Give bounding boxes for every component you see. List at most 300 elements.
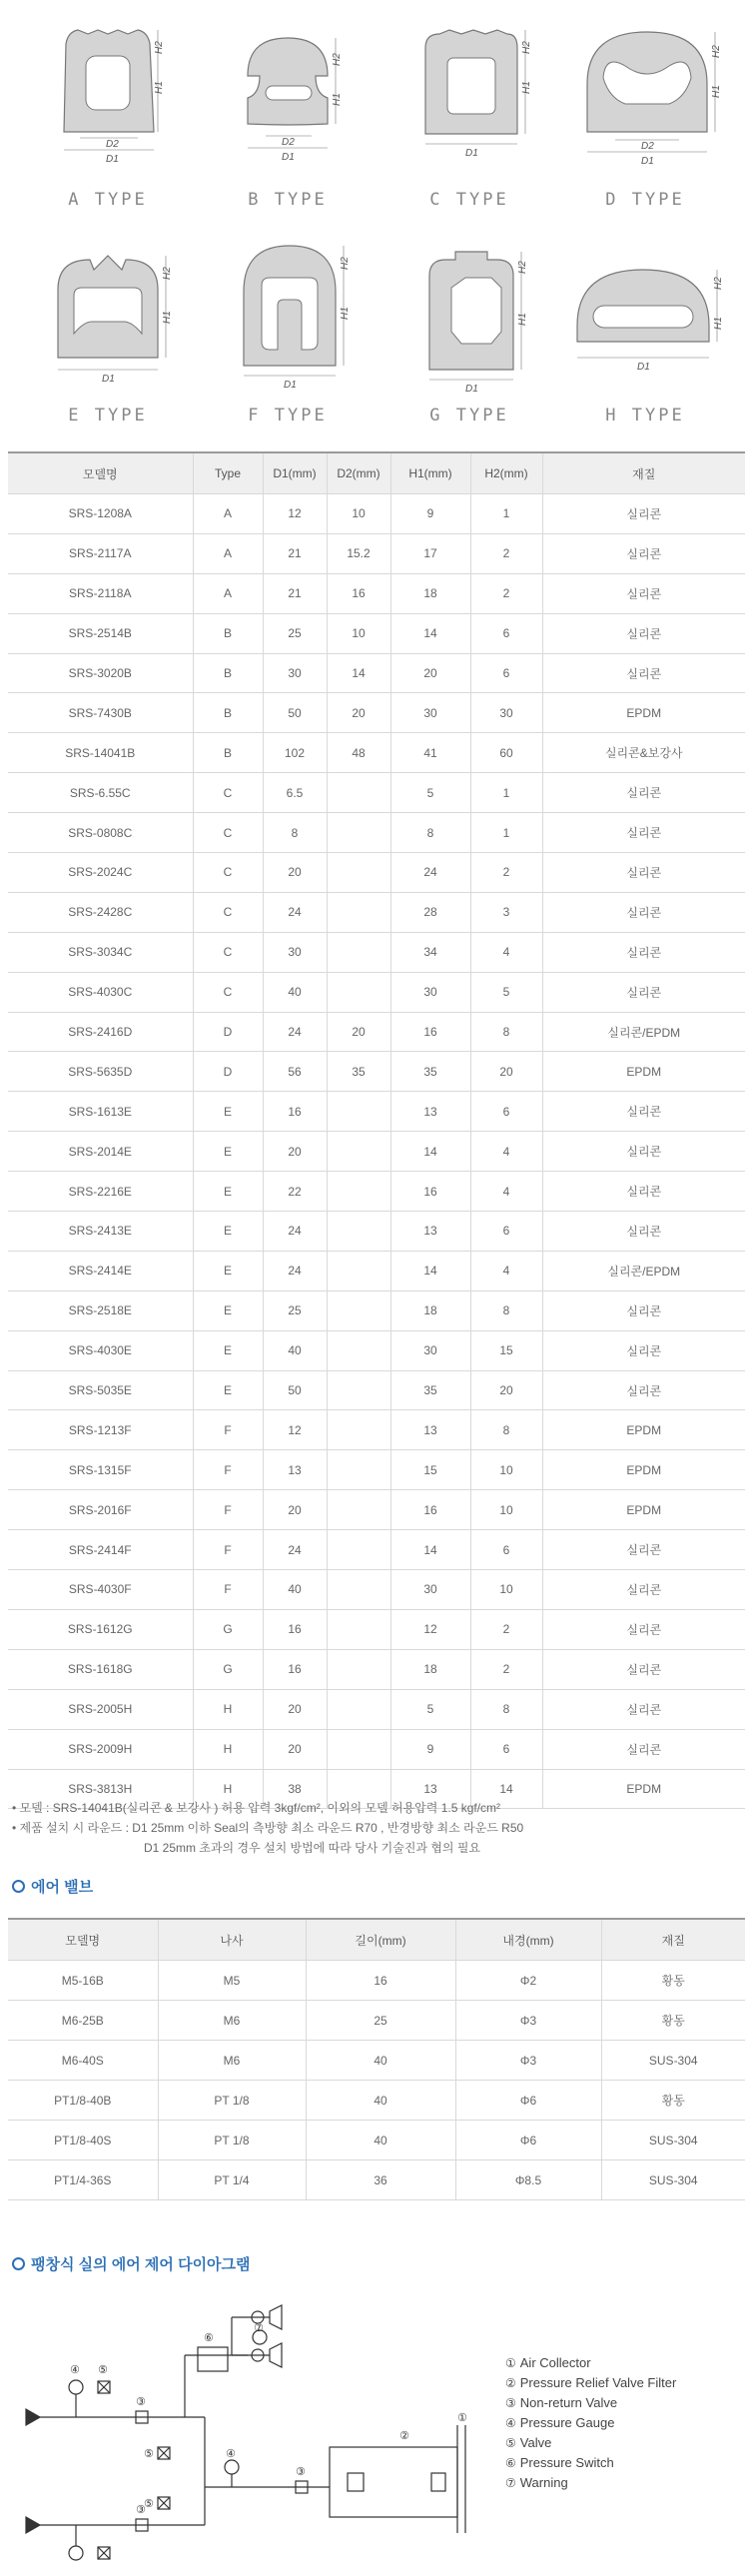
callout-5b: ⑤ (144, 2447, 154, 2460)
table-row (8, 1609, 745, 1649)
table-cell: 21 (263, 573, 327, 613)
table-cell: 18 (390, 573, 470, 613)
table-cell: 35 (327, 1052, 390, 1092)
seal-type-drawings (0, 0, 752, 449)
table-cell: 24 (263, 1012, 327, 1052)
type-b-drawing (208, 14, 387, 234)
type-label: B TYPE (248, 190, 328, 210)
table-cell: EPDM (542, 1450, 745, 1490)
dim-h1-label: H1 (162, 311, 173, 324)
table-row (8, 1251, 745, 1290)
table-cell: 실리콘 (542, 1729, 745, 1769)
callout-4: ④ (70, 2363, 80, 2376)
table-row (8, 1330, 745, 1370)
table-row (8, 1689, 745, 1729)
table-cell: SRS-4030C (8, 972, 193, 1012)
dim-h1-label: H1 (340, 307, 351, 320)
type-b-profile (208, 14, 387, 189)
table-cell: SRS-2428C (8, 892, 193, 932)
table-cell: C (193, 892, 263, 932)
table-cell: G (193, 1649, 263, 1689)
table-cell: 2 (470, 1609, 542, 1649)
table-cell (327, 1490, 390, 1530)
table-cell: 실리콘 (542, 1092, 745, 1132)
table-cell: 실리콘 (542, 1290, 745, 1330)
table-cell: C (193, 853, 263, 893)
type-g-drawing (389, 230, 569, 449)
table-row (8, 1132, 745, 1172)
table-cell: SUS-304 (601, 2041, 745, 2081)
table-cell: 30 (390, 1330, 470, 1370)
table-cell: 16 (263, 1092, 327, 1132)
seal-spec-table-body (8, 494, 745, 1809)
column-header: D1(mm) (263, 452, 327, 494)
table-cell: D (193, 1052, 263, 1092)
table-cell: 14 (390, 1530, 470, 1570)
table-cell: Φ3 (455, 2001, 601, 2041)
table-row (8, 1012, 745, 1052)
table-cell: 2 (470, 1649, 542, 1689)
dim-h1-label: H1 (517, 313, 528, 326)
air-valve-section-title (12, 1876, 93, 1897)
table-row (8, 1290, 745, 1330)
table-row (8, 1410, 745, 1450)
type-f-profile (208, 230, 387, 405)
table-cell: 30 (263, 653, 327, 693)
table-cell: 25 (263, 1290, 327, 1330)
table-cell: 6.5 (263, 773, 327, 813)
table-cell: 20 (327, 693, 390, 733)
table-cell: 30 (470, 693, 542, 733)
dim-h1-label: H1 (713, 317, 724, 330)
table-cell: SRS-2416D (8, 1012, 193, 1052)
table-cell: 12 (263, 494, 327, 534)
table-cell: SRS-1613E (8, 1092, 193, 1132)
bullet-ring-icon (12, 2257, 25, 2270)
column-header: D2(mm) (327, 452, 390, 494)
table-cell: 14 (390, 1132, 470, 1172)
table-row (8, 613, 745, 653)
column-header: H2(mm) (470, 452, 542, 494)
table-cell: 5 (390, 773, 470, 813)
table-row (8, 1570, 745, 1610)
type-c-profile (389, 14, 569, 189)
type-f-drawing (208, 230, 387, 449)
table-cell: A (193, 494, 263, 534)
type-c-drawing (389, 14, 569, 234)
diagram-section-title (12, 2253, 251, 2274)
table-row (8, 1530, 745, 1570)
table-cell: 6 (470, 1729, 542, 1769)
table-cell: 60 (470, 733, 542, 773)
table-cell: 실리콘/EPDM (542, 1012, 745, 1052)
table-cell: C (193, 972, 263, 1012)
table-cell: 실리콘 (542, 613, 745, 653)
table-cell: 25 (306, 2001, 455, 2041)
dim-h2-label: H2 (713, 277, 724, 290)
table-cell: 실리콘 (542, 533, 745, 573)
callout-3: ③ (136, 2395, 146, 2408)
type-e-drawing (28, 230, 208, 449)
dim-h2-label: H2 (521, 41, 532, 54)
table-cell: SRS-2216E (8, 1172, 193, 1212)
table-cell: PT 1/8 (158, 2081, 306, 2121)
table-cell: 13 (390, 1410, 470, 1450)
table-cell: 실리콘 (542, 1530, 745, 1570)
table-cell: 실리콘 (542, 972, 745, 1012)
table-cell: 9 (390, 1729, 470, 1769)
callout-3c: ③ (136, 2503, 146, 2516)
air-valve-table-body (8, 1961, 745, 2200)
table-cell: 10 (327, 613, 390, 653)
table-cell: E (193, 1251, 263, 1290)
table-cell: SRS-1208A (8, 494, 193, 534)
table-cell (327, 1290, 390, 1330)
column-header: 길이(mm) (306, 1919, 455, 1961)
table-cell: A (193, 533, 263, 573)
table-cell: SRS-2518E (8, 1290, 193, 1330)
table-cell: 9 (390, 494, 470, 534)
table-cell: E (193, 1330, 263, 1370)
table-cell (327, 1729, 390, 1769)
column-header: 내경(mm) (455, 1919, 601, 1961)
table-cell: 21 (263, 533, 327, 573)
table-cell: Φ3 (455, 2041, 601, 2081)
table-cell: 28 (390, 892, 470, 932)
table-row (8, 573, 745, 613)
table-cell: H (193, 1689, 263, 1729)
table-row (8, 2001, 745, 2041)
table-row (8, 1729, 745, 1769)
table-cell: 실리콘 (542, 932, 745, 972)
table-cell: 20 (263, 853, 327, 893)
table-cell: SRS-3813H (8, 1769, 193, 1809)
type-e-profile (28, 230, 208, 405)
type-label: E TYPE (68, 406, 148, 426)
dim-h1-label: H1 (332, 93, 343, 106)
dim-d1-label: D1 (465, 384, 478, 395)
table-cell: M6 (158, 2001, 306, 2041)
table-cell: 3 (470, 892, 542, 932)
table-cell (327, 1172, 390, 1212)
table-cell: 실리콘 (542, 1689, 745, 1729)
table-cell: SRS-2414E (8, 1251, 193, 1290)
table-row (8, 1961, 745, 2001)
table-cell: SRS-2024C (8, 853, 193, 893)
table-cell: H (193, 1769, 263, 1809)
table-row (8, 494, 745, 534)
diagram-title: 팽창식 실의 에어 제어 다이아그램 (31, 2256, 251, 2273)
table-cell (327, 1410, 390, 1450)
table-cell: 24 (263, 892, 327, 932)
type-d-drawing (565, 14, 745, 234)
legend-item: ① Air Collector (505, 2355, 591, 2370)
table-cell: 20 (390, 653, 470, 693)
callout-2: ② (399, 2429, 409, 2442)
type-label: F TYPE (248, 406, 328, 426)
table-row (8, 972, 745, 1012)
table-cell: 40 (263, 1330, 327, 1370)
table-cell: E (193, 1212, 263, 1252)
table-cell: SRS-3034C (8, 932, 193, 972)
table-cell: 50 (263, 693, 327, 733)
diagram-legend (505, 2353, 676, 2493)
table-cell: 실리콘 (542, 1330, 745, 1370)
table-row (8, 1172, 745, 1212)
table-cell: 실리콘 (542, 1609, 745, 1649)
table-cell: 34 (390, 932, 470, 972)
table-cell: 실리콘 (542, 773, 745, 813)
table-cell: SRS-2118A (8, 573, 193, 613)
dim-d1-label: D1 (465, 148, 478, 159)
table-cell: B (193, 613, 263, 653)
table-cell: 실리콘 (542, 1370, 745, 1410)
table-cell: 실리콘 (542, 892, 745, 932)
table-cell: 실리콘 (542, 1132, 745, 1172)
type-label: A TYPE (68, 190, 148, 210)
table-cell (327, 1092, 390, 1132)
seal-spec-table (8, 451, 745, 1809)
type-d-profile (565, 14, 745, 189)
air-valve-table (8, 1918, 745, 2200)
table-cell: M5-16B (8, 1961, 158, 2001)
table-cell: 24 (263, 1212, 327, 1252)
table-cell: SRS-6.55C (8, 773, 193, 813)
table-cell: SRS-4030F (8, 1570, 193, 1610)
dim-d1-label: D1 (641, 156, 654, 167)
column-header: H1(mm) (390, 452, 470, 494)
table-cell: EPDM (542, 1410, 745, 1450)
callout-5c: ⑤ (144, 2497, 154, 2510)
table-cell: E (193, 1370, 263, 1410)
table-cell: 4 (470, 1172, 542, 1212)
table-cell: 36 (306, 2160, 455, 2200)
table-cell: EPDM (542, 1052, 745, 1092)
table-cell (327, 1370, 390, 1410)
table-cell (327, 1609, 390, 1649)
table-row (8, 2081, 745, 2121)
table-header-row (8, 452, 745, 494)
table-cell: 8 (470, 1689, 542, 1729)
callout-7: ⑦ (254, 2321, 264, 2334)
table-cell: EPDM (542, 693, 745, 733)
table-row (8, 1212, 745, 1252)
table-cell: 20 (327, 1012, 390, 1052)
callout-3b: ③ (296, 2465, 306, 2478)
table-cell: E (193, 1132, 263, 1172)
table-cell: SRS-1618G (8, 1649, 193, 1689)
table-cell: Φ6 (455, 2121, 601, 2160)
table-cell: 16 (390, 1490, 470, 1530)
table-cell: M6-25B (8, 2001, 158, 2041)
table-cell: 14 (470, 1769, 542, 1809)
table-cell: C (193, 932, 263, 972)
table-cell: SRS-2009H (8, 1729, 193, 1769)
table-cell (327, 1649, 390, 1689)
column-header: 모델명 (8, 1919, 158, 1961)
table-cell: 20 (470, 1052, 542, 1092)
table-cell: 실리콘/EPDM (542, 1251, 745, 1290)
table-cell: 4 (470, 1132, 542, 1172)
callout-4b: ④ (226, 2447, 236, 2460)
type-label: G TYPE (429, 406, 509, 426)
table-cell: 24 (263, 1530, 327, 1570)
table-cell: Φ6 (455, 2081, 601, 2121)
table-cell: SRS-2414F (8, 1530, 193, 1570)
column-header: 재질 (601, 1919, 745, 1961)
table-cell: 12 (390, 1609, 470, 1649)
table-row (8, 733, 745, 773)
dim-d1-label: D1 (284, 380, 297, 391)
table-cell: E (193, 1092, 263, 1132)
table-cell: 102 (263, 733, 327, 773)
table-cell: 6 (470, 1212, 542, 1252)
table-cell: SRS-2413E (8, 1212, 193, 1252)
table-cell: 실리콘 (542, 494, 745, 534)
table-cell: 24 (263, 1251, 327, 1290)
table-cell: SUS-304 (601, 2160, 745, 2200)
table-cell: 41 (390, 733, 470, 773)
type-a-profile (28, 14, 208, 189)
table-cell: SRS-2117A (8, 533, 193, 573)
table-cell: 8 (390, 813, 470, 853)
table-cell: 2 (470, 533, 542, 573)
table-cell: SRS-5635D (8, 1052, 193, 1092)
column-header: Type (193, 452, 263, 494)
table-cell: 2 (470, 573, 542, 613)
table-cell: F (193, 1530, 263, 1570)
table-cell: SRS-4030E (8, 1330, 193, 1370)
table-cell: M5 (158, 1961, 306, 2001)
table-cell: 14 (390, 1251, 470, 1290)
note-install-round: • 제품 설치 시 라운드 : D1 25mm 이하 Seal의 측방향 최소 라운드 R70 , 반경방향 최소 라운드 R50 (12, 1821, 524, 1835)
table-cell: 16 (263, 1609, 327, 1649)
table-cell: PT1/8-40B (8, 2081, 158, 2121)
table-cell: 6 (470, 653, 542, 693)
table-row (8, 1490, 745, 1530)
dim-h-d1-label: D1 (637, 362, 650, 373)
table-row (8, 1052, 745, 1092)
dim-h2-label: H2 (711, 45, 722, 58)
table-cell: 16 (327, 573, 390, 613)
table-cell: 24 (390, 853, 470, 893)
table-cell: SRS-1213F (8, 1410, 193, 1450)
table-cell: 4 (470, 1251, 542, 1290)
table-cell: SUS-304 (601, 2121, 745, 2160)
table-cell: PT1/4-36S (8, 2160, 158, 2200)
type-a-drawing (28, 14, 208, 234)
table-cell: B (193, 693, 263, 733)
table-cell: F (193, 1450, 263, 1490)
table-cell: 30 (390, 972, 470, 1012)
table-cell: 40 (263, 972, 327, 1012)
table-cell: 14 (390, 613, 470, 653)
note-install-consult: D1 25mm 초과의 경우 설치 방법에 따라 당사 기술진과 협의 필요 (144, 1841, 481, 1855)
table-cell: 10 (470, 1490, 542, 1530)
table-cell: 6 (470, 1092, 542, 1132)
table-cell: 16 (390, 1012, 470, 1052)
table-cell: 30 (390, 1570, 470, 1610)
table-cell: E (193, 1172, 263, 1212)
table-cell: 56 (263, 1052, 327, 1092)
table-cell: 20 (263, 1490, 327, 1530)
table-cell (327, 1570, 390, 1610)
table-row (8, 1370, 745, 1410)
table-cell: SRS-1612G (8, 1609, 193, 1649)
table-cell: F (193, 1490, 263, 1530)
table-row (8, 2041, 745, 2081)
table-row (8, 1649, 745, 1689)
table-cell: EPDM (542, 1769, 745, 1809)
table-cell: 실리콘 (542, 813, 745, 853)
table-row (8, 2160, 745, 2200)
table-cell: 16 (390, 1172, 470, 1212)
table-cell: 황동 (601, 2081, 745, 2121)
table-cell: 13 (390, 1769, 470, 1809)
table-cell: 35 (390, 1052, 470, 1092)
callout-6: ⑥ (204, 2331, 214, 2344)
table-cell (327, 853, 390, 893)
legend-item: ⑥ Pressure Switch (505, 2455, 614, 2470)
legend-item: ② Pressure Relief Valve Filter (505, 2375, 677, 2390)
table-row (8, 2121, 745, 2160)
dim-h1-label: H1 (711, 85, 722, 98)
legend-item: ④ Pressure Gauge (505, 2415, 615, 2430)
table-cell: 황동 (601, 2001, 745, 2041)
table-cell: PT 1/8 (158, 2121, 306, 2160)
table-cell: PT1/8-40S (8, 2121, 158, 2160)
table-row (8, 693, 745, 733)
table-cell: 1 (470, 773, 542, 813)
table-cell: 20 (263, 1689, 327, 1729)
table-cell: PT 1/4 (158, 2160, 306, 2200)
dim-d1-label: D1 (102, 374, 115, 385)
table-cell: 실리콘 (542, 1212, 745, 1252)
table-cell: 20 (263, 1132, 327, 1172)
table-cell: SRS-7430B (8, 693, 193, 733)
bullet-ring-icon (12, 1880, 25, 1893)
table-cell (327, 1530, 390, 1570)
dim-d1-label: D1 (282, 152, 295, 163)
table-cell: 13 (390, 1092, 470, 1132)
column-header: 나사 (158, 1919, 306, 1961)
table-cell: 35 (390, 1370, 470, 1410)
type-label: C TYPE (429, 190, 509, 210)
table-cell: 16 (306, 1961, 455, 2001)
table-cell: M6-40S (8, 2041, 158, 2081)
table-cell: 13 (263, 1450, 327, 1490)
table-cell: 40 (306, 2041, 455, 2081)
table-cell: 실리콘 (542, 1172, 745, 1212)
table-cell: 48 (327, 733, 390, 773)
type-label: D TYPE (605, 190, 685, 210)
table-row (8, 813, 745, 853)
table-row (8, 892, 745, 932)
note-pressure: • 모델 : SRS-14041B(실리콘 & 보강사 ) 허용 압력 3kgf/cm², 이외의 모델 허용압력 1.5 kgf/cm² (12, 1801, 501, 1815)
table-cell: 10 (470, 1570, 542, 1610)
table-cell: A (193, 573, 263, 613)
type-label: H TYPE (605, 406, 685, 426)
table-cell: SRS-1315F (8, 1450, 193, 1490)
dim-h1-label: H1 (521, 81, 532, 94)
table-cell (327, 813, 390, 853)
table-cell: 4 (470, 932, 542, 972)
dim-d2-label: D2 (641, 141, 654, 152)
table-cell (327, 1689, 390, 1729)
legend-item: ③ Non-return Valve (505, 2395, 618, 2410)
table-cell: 25 (263, 613, 327, 653)
table-cell: 10 (470, 1450, 542, 1490)
